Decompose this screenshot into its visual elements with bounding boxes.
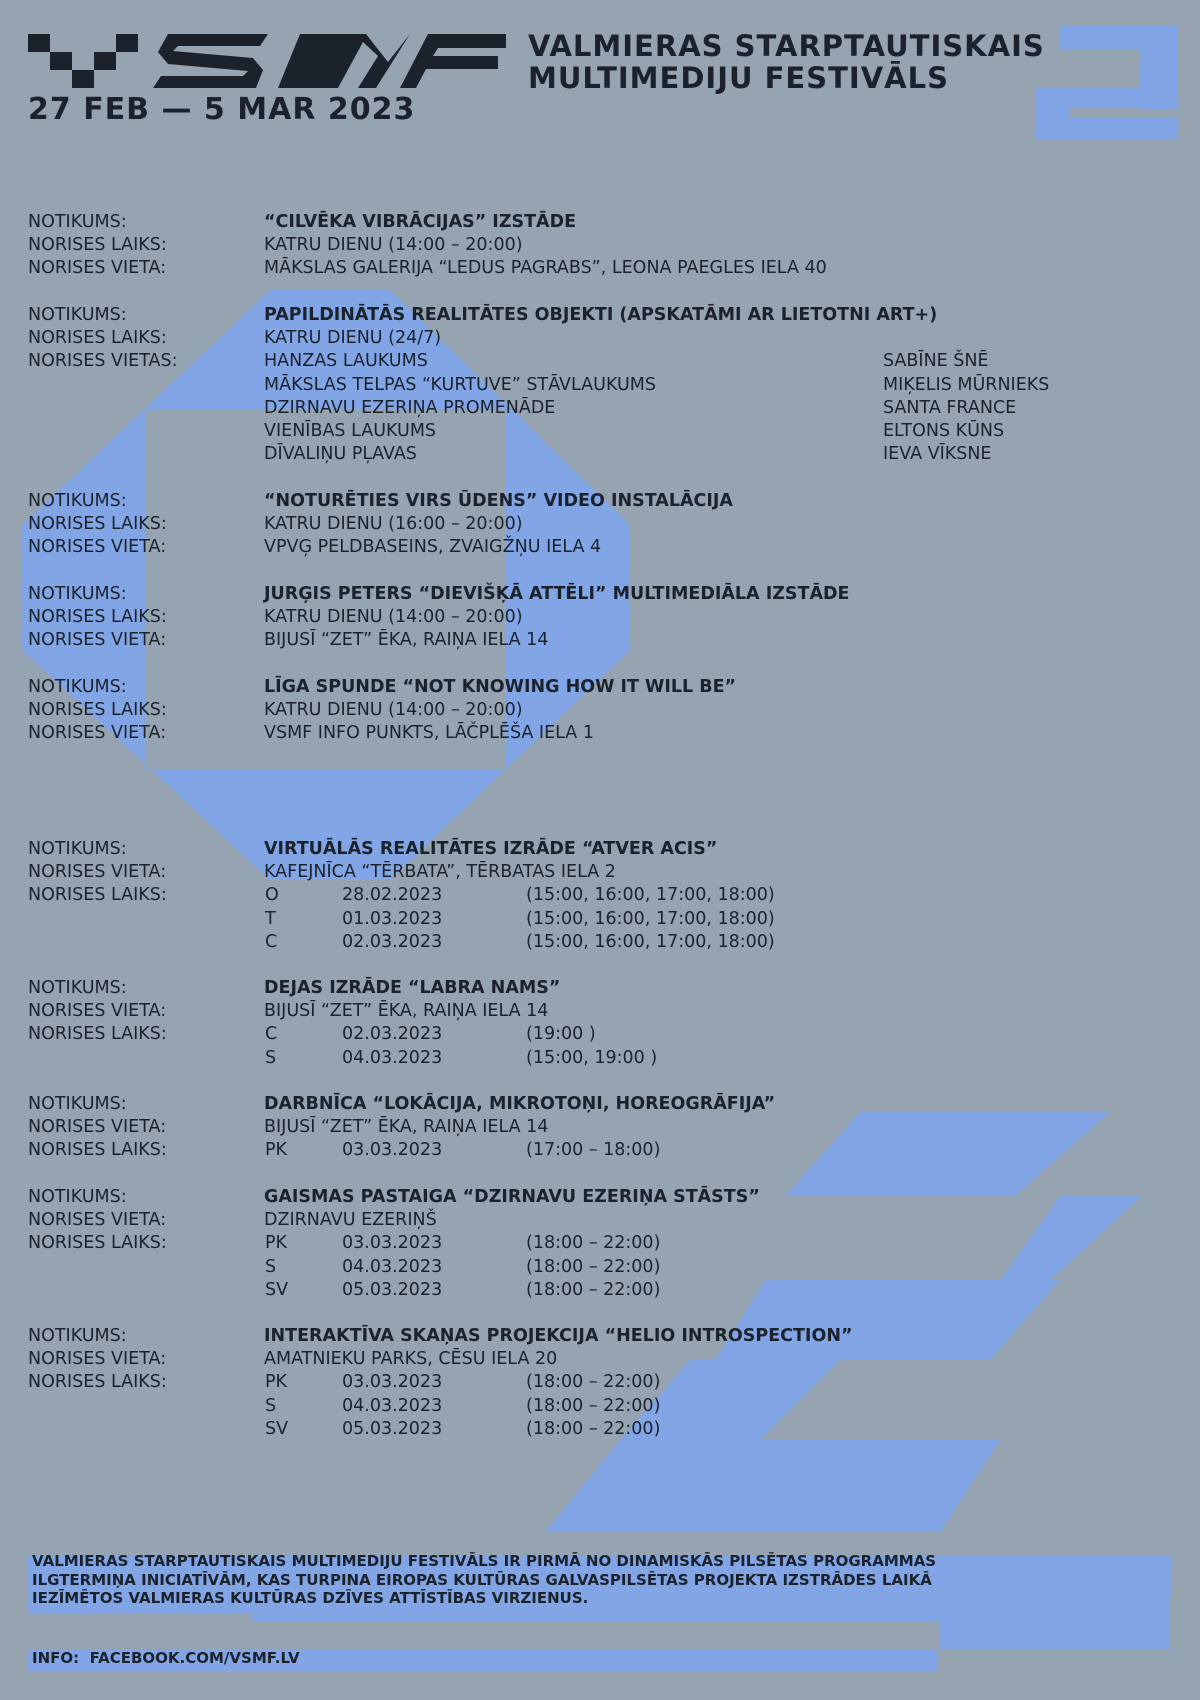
artist-name: SANTA FRANCE [883,397,1017,418]
schedule-day: C [265,1024,278,1045]
festival-title-line2: MULTIMEDIJU FESTIVĀLS [528,61,949,95]
schedule-date: 02.03.2023 [342,931,443,952]
field-value: KATRU DIENU (16:00 – 20:00) [264,514,523,535]
schedule-times: (18:00 – 22:00) [526,1418,661,1439]
field-label: NORISES LAIKS: [28,328,167,349]
field-label: NOTIKUMS: [28,491,127,511]
field-label: NOTIKUMS: [28,1326,127,1346]
schedule-times: (19:00 ) [526,1024,596,1045]
field-label: NOTIKUMS: [28,212,127,232]
field-value: VSMF INFO PUNKTS, LĀČPLĒŠA IELA 1 [264,723,594,744]
schedule-date: 05.03.2023 [342,1279,443,1300]
schedule-day: S [265,1395,277,1416]
field-value: KATRU DIENU (14:00 – 20:00) [264,235,523,256]
info-label: INFO: [32,1649,80,1667]
field-value: KATRU DIENU (14:00 – 20:00) [264,700,523,721]
field-label: NORISES VIETA: [28,1001,167,1022]
field-label: NORISES LAIKS: [28,1372,167,1393]
schedule-times: (18:00 – 22:00) [526,1372,661,1393]
event-name: DEJAS IZRĀDE “LABRA NAMS” [264,978,561,998]
event-name: VIRTUĀLĀS REALITĀTES IZRĀDE “ATVER ACIS” [264,839,718,859]
footer-text [32,1552,1182,1608]
schedule-day: PK [265,1372,288,1393]
field-value: HANZAS LAUKUMS [264,351,428,372]
schedule-date: 02.03.2023 [342,1024,443,1045]
field-label: NORISES LAIKS: [28,235,167,256]
field-value: MĀKSLAS GALERIJA “LEDUS PAGRABS”, LEONA PAEGLES IELA 40 [264,258,827,279]
schedule-day: SV [265,1418,289,1439]
footer-line: IEZĪMĒTOS VALMIERAS KULTŪRAS DZĪVES ATTĪSTĪBAS VIRZIENUS. [32,1589,589,1607]
artist-name: ELTONS KŪNS [883,420,1005,441]
schedule-day: S [265,1256,277,1277]
schedule-day: PK [265,1140,288,1161]
field-label: NORISES LAIKS: [28,1233,167,1254]
event-name: LĪGA SPUNDE “NOT KNOWING HOW IT WILL BE” [264,677,737,697]
field-label: NOTIKUMS: [28,1094,127,1114]
field-label: NORISES LAIKS: [28,1024,167,1045]
field-label: NORISES VIETAS: [28,351,178,372]
field-value: DĪVALIŅU PĻAVAS [264,444,417,465]
event-name: JURĢIS PETERS “DIEVIŠĶĀ ATTĒLI” MULTIMEDIĀLA IZSTĀDE [264,584,850,604]
schedule-day: C [265,931,278,952]
schedule-times: (15:00, 16:00, 17:00, 18:00) [526,885,775,906]
field-label: NORISES VIETA: [28,258,167,279]
field-label: NORISES VIETA: [28,537,167,558]
schedule-date: 03.03.2023 [342,1140,443,1161]
schedule-times: (17:00 – 18:00) [526,1140,661,1161]
footer-line: ILGTERMIŅA INICIATĪVĀM, KAS TURPINA EIROPAS KULTŪRAS GALVASPILSĒTAS PROJEKTA IZSTRĀDES LAIKĀ [32,1570,932,1589]
field-value: VIENĪBAS LAUKUMS [264,420,437,441]
field-value: DZIRNAVU EZERIŅŠ [264,1210,437,1231]
field-value: BIJUSĪ “ZET” ĒKA, RAIŅA IELA 14 [264,630,549,651]
festival-title [528,30,1045,94]
field-label: NOTIKUMS: [28,677,127,697]
schedule-day: O [265,885,279,906]
field-label: NORISES LAIKS: [28,885,167,906]
schedule-times: (15:00, 19:00 ) [526,1047,658,1068]
schedule-day: SV [265,1279,289,1300]
vsmf-logo [28,34,506,88]
field-label: NOTIKUMS: [28,305,127,325]
schedule-date: 03.03.2023 [342,1233,443,1254]
field-label: NOTIKUMS: [28,584,127,604]
field-value: DZIRNAVU EZERIŅA PROMENĀDE [264,397,556,418]
schedule-date: 03.03.2023 [342,1372,443,1393]
schedule-date: 28.02.2023 [342,885,443,906]
schedule-date: 01.03.2023 [342,908,443,929]
field-label: NORISES LAIKS: [28,700,167,721]
field-label: NOTIKUMS: [28,839,127,859]
field-label: NORISES VIETA: [28,1210,167,1231]
field-label: NORISES LAIKS: [28,514,167,535]
field-value: AMATNIEKU PARKS, CĒSU IELA 20 [264,1349,558,1370]
field-label: NORISES LAIKS: [28,607,167,628]
artist-name: MIĶELIS MŪRNIEKS [883,374,1050,395]
schedule-day: T [265,908,276,929]
schedule-times: (18:00 – 22:00) [526,1233,661,1254]
field-value: KAFEJNĪCA “TĒRBATA”, TĒRBATAS IELA 2 [264,862,616,883]
footer-line: VALMIERAS STARPTAUTISKAIS MULTIMEDIJU FESTIVĀLS IR PIRMĀ NO DINAMISKĀS PILSĒTAS PROGRAMMAS [32,1552,937,1570]
logo-text: VSMF [28,34,31,35]
schedule-date: 05.03.2023 [342,1418,443,1439]
schedule-date: 04.03.2023 [342,1395,443,1416]
festival-dates: 27 FEB — 5 MAR 2023 [28,92,416,127]
field-label: NORISES VIETA: [28,862,167,883]
schedule-times: (18:00 – 22:00) [526,1279,661,1300]
info-line [32,1649,300,1667]
field-value: MĀKSLAS TELPAS “KURTUVE” STĀVLAUKUMS [264,374,656,395]
field-label: NORISES VIETA: [28,1117,167,1138]
facebook-link[interactable]: FACEBOOK.COM/VSMF.LV [89,1649,300,1667]
schedule-day: S [265,1047,277,1068]
field-label: NORISES VIETA: [28,1349,167,1370]
schedule-times: (15:00, 16:00, 17:00, 18:00) [526,931,775,952]
field-label: NOTIKUMS: [28,1187,127,1207]
event-name: INTERAKTĪVA SKAŅAS PROJEKCIJA “HELIO INTROSPECTION” [264,1326,853,1346]
schedule-date: 04.03.2023 [342,1047,443,1068]
event-name: “CILVĒKA VIBRĀCIJAS” IZSTĀDE [264,212,577,232]
event-name: GAISMAS PASTAIGA “DZIRNAVU EZERIŅA STĀSTS” [264,1187,760,1207]
event-name: DARBNĪCA “LOKĀCIJA, MIKROTOŅI, HOREOGRĀFIJA” [264,1094,776,1114]
field-value: VPVĢ PELDBASEINS, ZVAIGŽŅU IELA 4 [264,537,602,558]
artist-name: IEVA VĪKSNE [883,444,992,465]
schedule-times: (18:00 – 22:00) [526,1256,661,1277]
field-value: BIJUSĪ “ZET” ĒKA, RAIŅA IELA 14 [264,1001,549,1022]
field-label: NORISES LAIKS: [28,1140,167,1161]
festival-title-line1: VALMIERAS STARPTAUTISKAIS [528,29,1045,63]
schedule-date: 04.03.2023 [342,1256,443,1277]
field-value: KATRU DIENU (24/7) [264,328,442,349]
schedule-times: (18:00 – 22:00) [526,1395,661,1416]
schedule-day: PK [265,1233,288,1254]
field-label: NOTIKUMS: [28,978,127,998]
field-label: NORISES VIETA: [28,723,167,744]
schedule-times: (15:00, 16:00, 17:00, 18:00) [526,908,775,929]
field-value: KATRU DIENU (14:00 – 20:00) [264,607,523,628]
event-name: PAPILDINĀTĀS REALITĀTES OBJEKTI (APSKATĀMI AR LIETOTNI ART+) [264,305,938,325]
artist-name: SABĪNE ŠNĒ [883,351,989,372]
field-label: NORISES VIETA: [28,630,167,651]
event-name: “NOTURĒTIES VIRS ŪDENS” VIDEO INSTALĀCIJA [264,491,733,511]
field-value: BIJUSĪ “ZET” ĒKA, RAIŅA IELA 14 [264,1117,549,1138]
